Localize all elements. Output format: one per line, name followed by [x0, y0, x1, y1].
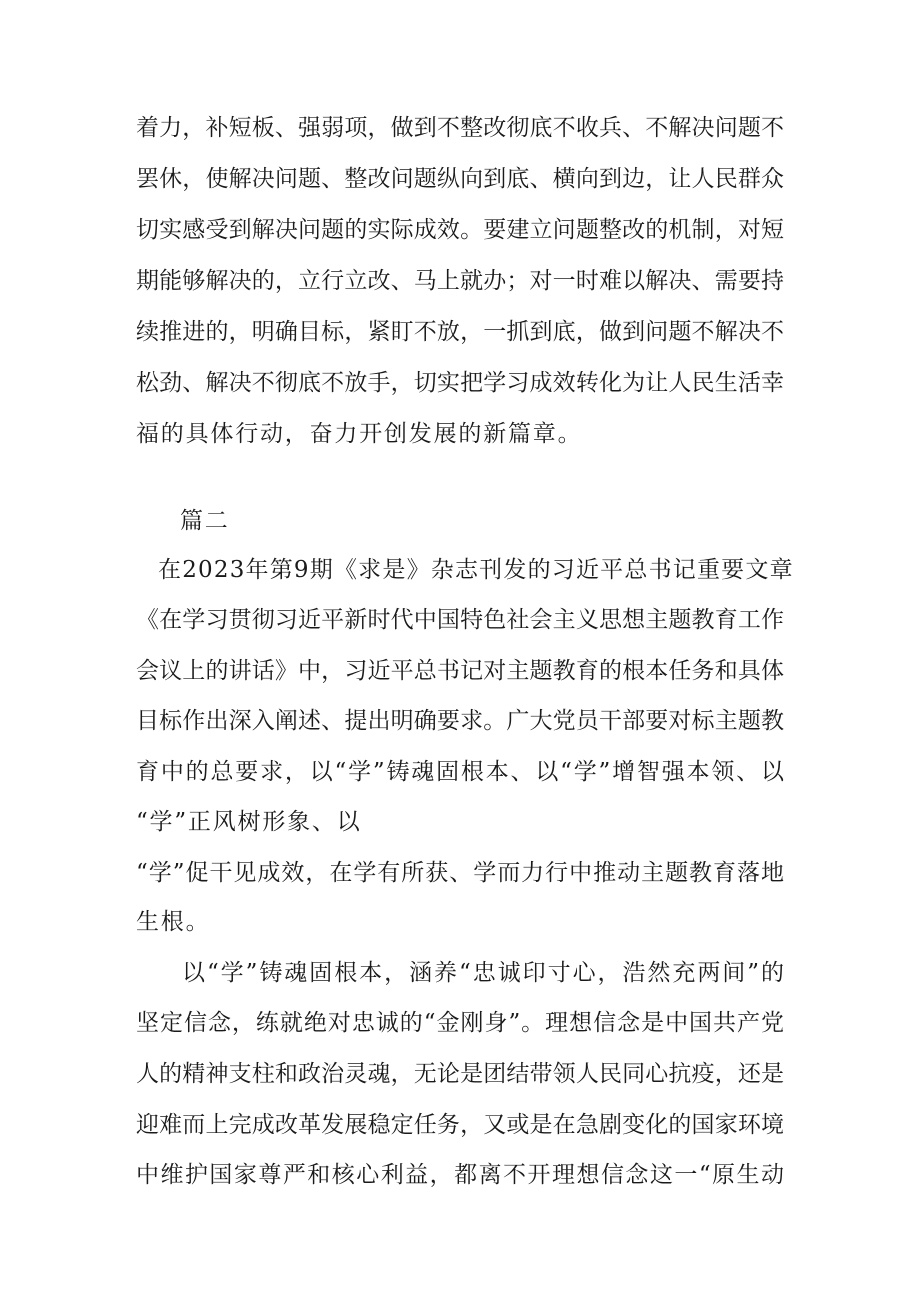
- text-line: 坚定信念，练就绝对忠诚的“金刚身”。理想信念是中国共产党: [136, 1010, 784, 1036]
- text-line: 会议上的讲话》中，习近平总书记对主题教育的根本任务和具体: [136, 658, 784, 684]
- text-line: 在2023年第9期《求是》杂志刊发的习近平总书记重要文章: [158, 557, 794, 583]
- text-line: 福的具体行动，奋力开创发展的新篇章。: [136, 421, 583, 447]
- text-line: 以“学”铸魂固根本，涵养“忠诚印寸心，浩然充两间”的: [182, 960, 784, 986]
- text-line: 《在学习贯彻习近平新时代中国特色社会主义思想主题教育工作: [136, 607, 784, 633]
- text-line: “学”正风树形象、以: [136, 809, 362, 835]
- text-line: 中维护国家尊严和核心利益，都离不开理想信念这一“原生动: [136, 1162, 784, 1188]
- text-line: 期能够解决的，立行立改、马上就办；对一时难以解决、需要持: [136, 268, 784, 294]
- text-line: 迎难而上完成改革发展稳定任务，又或是在急剧变化的国家环境: [136, 1112, 784, 1138]
- text-line: 着力，补短板、强弱项，做到不整改彻底不收兵、不解决问题不: [136, 115, 784, 141]
- section-heading: 篇二: [180, 508, 230, 534]
- text-line: 育中的总要求，以“学”铸魂固根本、以“学”增智强本领、以: [136, 759, 784, 785]
- text-line: 人的精神支柱和政治灵魂，无论是团结带领人民同心抗疫，还是: [136, 1061, 784, 1087]
- text-line: “学”促干见成效，在学有所获、学而力行中推动主题教育落地: [136, 860, 784, 886]
- text-line: 切实感受到解决问题的实际成效。要建立问题整改的机制，对短: [136, 217, 784, 243]
- text-line: 续推进的，明确目标，紧盯不放，一抓到底，做到问题不解决不: [136, 319, 784, 345]
- text-line: 生根。: [136, 909, 211, 935]
- text-line: 目标作出深入阐述、提出明确要求。广大党员干部要对标主题教: [136, 708, 784, 734]
- text-line: 罢休，使解决问题、整改问题纵向到底、横向到边，让人民群众: [136, 166, 784, 192]
- text-line: 松劲、解决不彻底不放手，切实把学习成效转化为让人民生活幸: [136, 370, 784, 396]
